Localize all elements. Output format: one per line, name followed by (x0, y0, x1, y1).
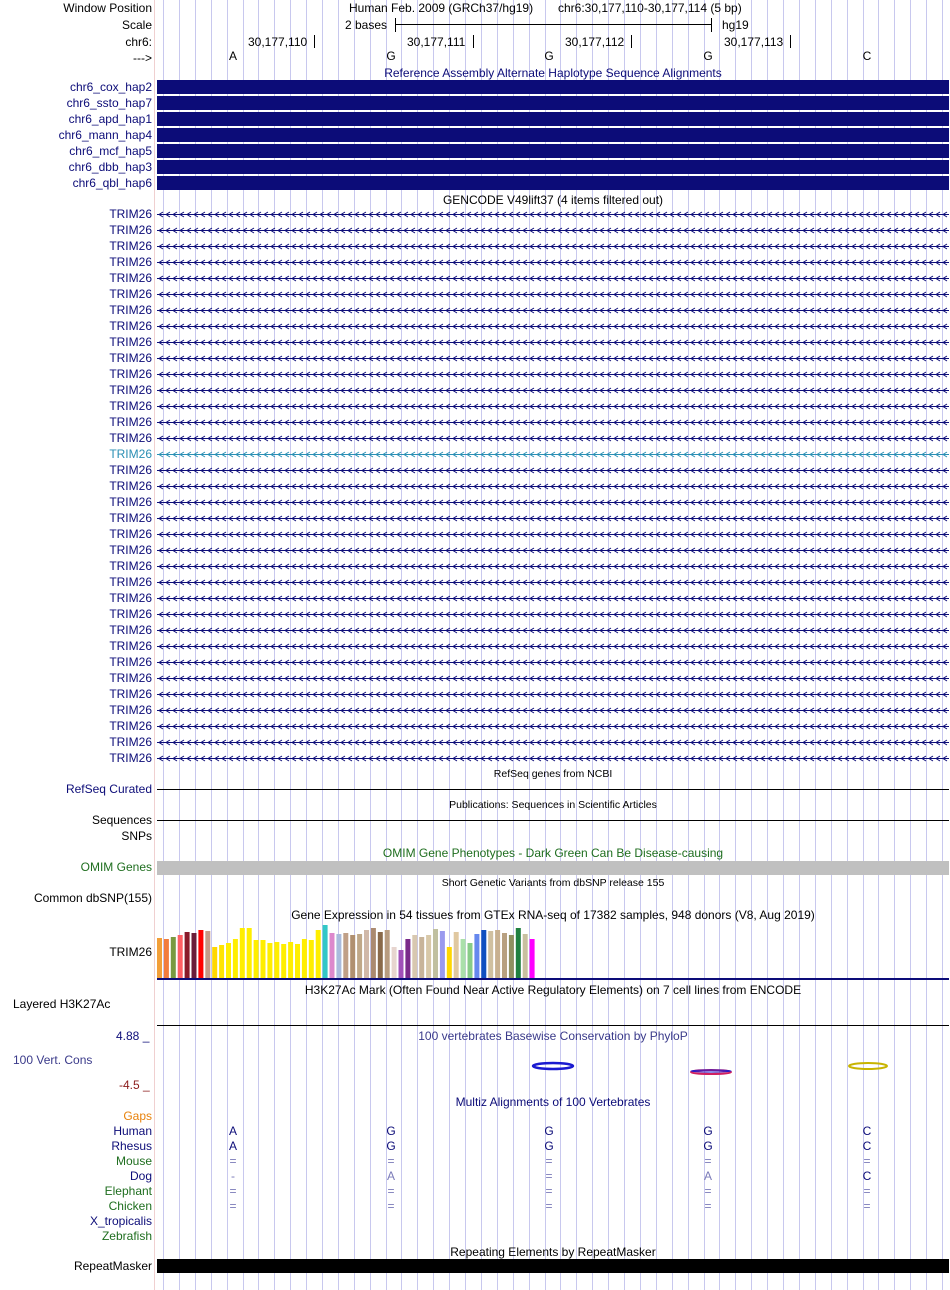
gtex-tissue-bar[interactable] (350, 935, 355, 978)
alignment-base: G (544, 1139, 554, 1153)
scale-text: 2 bases (345, 18, 388, 32)
gtex-tissue-bar[interactable] (164, 939, 169, 978)
gencode-transcript[interactable] (157, 546, 949, 555)
species-label[interactable]: Human (113, 1124, 152, 1138)
species-label[interactable]: Zebrafish (101, 1229, 152, 1243)
label-divider (154, 0, 155, 1290)
gtex-tissue-bar[interactable] (488, 931, 493, 978)
species-label[interactable]: X_tropicalis (89, 1214, 152, 1228)
gencode-transcript-label[interactable]: TRIM26 (109, 399, 152, 413)
gtex-tissue-bar[interactable] (219, 945, 224, 978)
logo-c-yellow (849, 1063, 887, 1069)
haplotype-bar[interactable] (157, 80, 949, 94)
haplotype-label[interactable]: chr6_cox_hap2 (69, 80, 152, 94)
publications-title: Publications: Sequences in Scientific Articles (449, 799, 657, 811)
haplotype-label[interactable]: chr6_ssto_hap7 (66, 96, 152, 110)
conservation-logo-svg (157, 1040, 949, 1100)
gtex-tissue-bar[interactable] (357, 934, 362, 978)
chrom-label: chr6: (125, 35, 152, 49)
gtex-tissue-bar[interactable] (295, 944, 300, 978)
species-label[interactable]: Rhesus (111, 1139, 152, 1153)
gaps-label[interactable]: Gaps (123, 1109, 152, 1123)
gtex-tissue-bar[interactable] (254, 940, 259, 978)
gtex-tissue-bar[interactable] (323, 925, 328, 978)
gtex-tissue-bar[interactable] (226, 943, 231, 978)
haplotype-bar[interactable] (157, 160, 949, 174)
gencode-transcript[interactable] (157, 338, 949, 347)
gtex-tissue-bar[interactable] (261, 940, 266, 978)
gencode-transcript[interactable] (157, 674, 949, 683)
gtex-tissue-bar[interactable] (502, 933, 507, 978)
gencode-transcript-label[interactable]: TRIM26 (109, 479, 152, 493)
ruler-tick-2 (473, 35, 474, 48)
gtex-tissue-bar[interactable] (474, 934, 479, 978)
gencode-transcript-label[interactable]: TRIM26 (109, 543, 152, 557)
haplotype-bar[interactable] (157, 144, 949, 158)
gencode-transcript-label[interactable]: TRIM26 (109, 687, 152, 701)
omim-label[interactable]: OMIM Genes (80, 860, 152, 874)
gencode-transcript-label[interactable]: TRIM26 (109, 639, 152, 653)
conservation-min-label: -4.5 _ (119, 1078, 150, 1092)
species-label[interactable]: Dog (129, 1169, 152, 1183)
h3k27ac-title: H3K27Ac Mark (Often Found Near Active Regulatory Elements) on 7 cell lines from ENCODE (304, 983, 802, 997)
gencode-transcript-label[interactable]: TRIM26 (109, 655, 152, 669)
ref-base-1: A (228, 49, 237, 63)
h3k27ac-baseline (157, 1025, 949, 1026)
gtex-tissue-bar[interactable] (343, 933, 348, 978)
gtex-tissue-bar[interactable] (274, 942, 279, 978)
gencode-transcript[interactable] (157, 530, 949, 539)
gencode-transcript[interactable] (157, 226, 949, 235)
alignment-base: = (229, 1154, 237, 1168)
gencode-transcript-label[interactable]: TRIM26 (109, 591, 152, 605)
gtex-tissue-bar[interactable] (198, 930, 203, 978)
publications-track-line (157, 820, 949, 821)
gtex-tissue-bar[interactable] (240, 928, 245, 978)
gencode-transcript[interactable] (157, 386, 949, 395)
h3k27ac-label[interactable]: Layered H3K27Ac (13, 997, 111, 1011)
gtex-tissue-bar[interactable] (371, 928, 376, 978)
alignment-base: = (387, 1184, 395, 1198)
conservation-max-label: 4.88 _ (116, 1029, 150, 1043)
alignment-base: A (228, 1124, 237, 1138)
gencode-transcript[interactable] (157, 210, 949, 219)
position-text: chr6:30,177,110-30,177,114 (5 bp) (558, 1, 742, 15)
gtex-tissue-bar[interactable] (495, 930, 500, 978)
gencode-transcript[interactable] (157, 242, 949, 251)
alignment-base: G (386, 1124, 396, 1138)
ruler-tick-3 (631, 35, 632, 48)
gencode-transcript[interactable] (157, 722, 949, 731)
window-position-label: Window Position (63, 1, 152, 15)
gtex-tissue-bar[interactable] (399, 950, 404, 978)
gtex-tissue-bar[interactable] (212, 947, 217, 978)
alignment-base: = (863, 1199, 871, 1213)
alignment-base: A (228, 1139, 237, 1153)
db-text: hg19 (722, 18, 749, 32)
gencode-title: GENCODE V49lift37 (4 items filtered out) (442, 193, 664, 207)
gtex-tissue-bar[interactable] (509, 935, 514, 978)
gencode-transcript[interactable] (157, 578, 949, 587)
species-label[interactable]: Mouse (115, 1154, 152, 1168)
gtex-tissue-bar[interactable] (330, 933, 335, 978)
haplotype-label[interactable]: chr6_mann_hap4 (58, 128, 152, 142)
haplotype-label[interactable]: chr6_mcf_hap5 (69, 144, 152, 158)
strand-label: ---> (133, 51, 152, 65)
omim-title: OMIM Gene Phenotypes - Dark Green Can Be Disease-causing (382, 846, 724, 860)
alignment-base: = (545, 1154, 553, 1168)
repeatmasker-bar[interactable] (157, 1259, 949, 1273)
alignment-base: = (704, 1154, 712, 1168)
dbsnp-title: Short Genetic Variants from dbSNP release 155 (441, 877, 665, 889)
scale-bar (395, 24, 711, 25)
gtex-tissue-bar[interactable] (530, 939, 535, 978)
alignment-base: G (544, 1124, 554, 1138)
gtex-tissue-bar[interactable] (281, 944, 286, 978)
ref-base-4: G (703, 49, 713, 63)
gencode-transcript-label[interactable]: TRIM26 (109, 511, 152, 525)
alignment-base: C (862, 1124, 872, 1138)
gencode-transcript-label[interactable]: TRIM26 (109, 527, 152, 541)
haplotype-bar[interactable] (157, 96, 949, 110)
refseq-track-line (157, 789, 949, 790)
gtex-tissue-bar[interactable] (461, 939, 466, 978)
gencode-transcript[interactable] (157, 658, 949, 667)
alignment-base: = (387, 1199, 395, 1213)
alt-haplotypes-title: Reference Assembly Alternate Haplotype Sequence Alignments (384, 66, 722, 80)
ruler-pos-2: 30,177,111 (407, 35, 466, 49)
gencode-transcript[interactable] (157, 498, 949, 507)
gencode-transcript-label[interactable]: TRIM26 (109, 575, 152, 589)
alignment-base: = (545, 1184, 553, 1198)
ruler-tick-1 (314, 35, 315, 48)
gtex-tissue-bar[interactable] (336, 934, 341, 978)
haplotype-label[interactable]: chr6_apd_hap1 (68, 112, 152, 126)
gencode-transcript[interactable] (157, 402, 949, 411)
gencode-transcript-label[interactable]: TRIM26 (109, 303, 152, 317)
gencode-transcript-label[interactable]: TRIM26 (109, 607, 152, 621)
gtex-tissue-bar[interactable] (233, 939, 238, 978)
alignment-base: = (863, 1154, 871, 1168)
gtex-tissue-bar[interactable] (516, 928, 521, 978)
gtex-tissue-bar[interactable] (440, 931, 445, 978)
alignment-base: = (704, 1199, 712, 1213)
gtex-tissue-bar[interactable] (426, 935, 431, 978)
multiz-title: Multiz Alignments of 100 Vertebrates (455, 1095, 651, 1109)
haplotype-label[interactable]: chr6_dbb_hap3 (68, 160, 152, 174)
logo-g-blue (533, 1063, 573, 1069)
gencode-transcript-label[interactable]: TRIM26 (109, 223, 152, 237)
gencode-transcript-label[interactable]: TRIM26 (109, 287, 152, 301)
gencode-transcript-label[interactable]: TRIM26 (109, 623, 152, 637)
alignment-base: A (386, 1169, 395, 1183)
alignment-base: = (229, 1184, 237, 1198)
gtex-tissue-bar[interactable] (433, 929, 438, 978)
gtex-chart[interactable] (157, 922, 949, 978)
haplotype-bar[interactable] (157, 128, 949, 142)
conservation-title: 100 vertebrates Basewise Conservation by PhyloP (418, 1029, 688, 1043)
alignment-base: - (231, 1169, 235, 1183)
gtex-tissue-bar[interactable] (523, 934, 528, 978)
conservation-label[interactable]: 100 Vert. Cons (13, 1053, 93, 1067)
dbsnp-label[interactable]: Common dbSNP(155) (33, 891, 152, 905)
gencode-transcript[interactable] (157, 642, 949, 651)
alignment-base: = (545, 1169, 553, 1183)
alignment-base: = (387, 1154, 395, 1168)
gtex-tissue-bar[interactable] (385, 930, 390, 978)
gencode-transcript[interactable] (157, 290, 949, 299)
gencode-transcript[interactable] (157, 354, 949, 363)
gtex-tissue-bar[interactable] (454, 932, 459, 978)
gencode-transcript-label[interactable]: TRIM26 (109, 719, 152, 733)
ruler-pos-3: 30,177,112 (565, 35, 625, 49)
gtex-title: Gene Expression in 54 tissues from GTEx RNA-seq of 17382 samples, 948 donors (V8, Aug 2019) (291, 908, 815, 922)
alignment-base: = (545, 1199, 553, 1213)
gtex-tissue-bar[interactable] (185, 932, 190, 978)
gtex-baseline (157, 978, 949, 980)
scale-bar-left-tick (395, 18, 396, 32)
gencode-transcript[interactable] (157, 306, 949, 315)
gencode-transcript[interactable] (157, 466, 949, 475)
gtex-tissue-bar[interactable] (405, 939, 410, 978)
gtex-tissue-bar[interactable] (267, 943, 272, 978)
gtex-tissue-bar[interactable] (247, 928, 252, 978)
gtex-tissue-bar[interactable] (309, 940, 314, 978)
assembly-text: Human Feb. 2009 (GRCh37/hg19) (349, 1, 534, 15)
ref-base-5: C (862, 49, 872, 63)
scale-bar-right-tick (711, 18, 712, 32)
species-label[interactable]: Elephant (104, 1184, 152, 1198)
gtex-label[interactable]: TRIM26 (109, 945, 152, 959)
gtex-tissue-bar[interactable] (178, 935, 183, 978)
gencode-transcript[interactable] (157, 594, 949, 603)
gtex-tissue-bar[interactable] (412, 935, 417, 978)
gencode-transcript-label[interactable]: TRIM26 (109, 735, 152, 749)
gencode-transcript[interactable] (157, 434, 949, 443)
gencode-transcript-label[interactable]: TRIM26 (109, 335, 152, 349)
refseq-title: RefSeq genes from NCBI (493, 768, 613, 780)
alignment-base: C (862, 1169, 872, 1183)
gtex-tissue-bar[interactable] (481, 930, 486, 978)
gtex-tissue-bar[interactable] (192, 933, 197, 978)
gencode-transcript-label[interactable]: TRIM26 (109, 559, 152, 573)
gencode-transcript[interactable] (157, 418, 949, 427)
gencode-transcript-label[interactable]: TRIM26 (109, 351, 152, 365)
gencode-transcript[interactable] (157, 754, 949, 763)
gencode-transcript-label[interactable]: TRIM26 (109, 703, 152, 717)
ruler-pos-4: 30,177,113 (724, 35, 784, 49)
alignment-base: G (386, 1139, 396, 1153)
ref-base-3: G (544, 49, 554, 63)
gtex-tissue-bar[interactable] (468, 943, 473, 978)
ruler-tick-4 (790, 35, 791, 48)
gencode-transcript[interactable] (157, 690, 949, 699)
alignment-base: = (704, 1184, 712, 1198)
ref-base-2: G (386, 49, 396, 63)
gencode-transcript[interactable] (157, 370, 949, 379)
alignment-base: G (703, 1124, 713, 1138)
gencode-transcript-label[interactable]: TRIM26 (109, 463, 152, 477)
repeatmasker-title: Repeating Elements by RepeatMasker (450, 1245, 656, 1259)
gencode-transcript-label[interactable]: TRIM26 (109, 271, 152, 285)
gtex-tissue-bar[interactable] (205, 931, 210, 978)
gtex-tissue-bar[interactable] (157, 938, 162, 978)
gencode-transcript[interactable] (157, 322, 949, 331)
gencode-transcript[interactable] (157, 482, 949, 491)
alignment-base: C (862, 1139, 872, 1153)
publications-label[interactable]: Sequences (91, 813, 152, 827)
snps-label[interactable]: SNPs (121, 829, 152, 843)
gencode-transcript[interactable] (157, 274, 949, 283)
gencode-transcript[interactable] (157, 610, 949, 619)
gtex-tissue-bar[interactable] (392, 947, 397, 978)
gencode-transcript-label[interactable]: TRIM26 (109, 239, 152, 253)
omim-track-bar[interactable] (157, 861, 949, 875)
gencode-transcript-label[interactable]: TRIM26 (109, 255, 152, 269)
haplotype-bar[interactable] (157, 176, 949, 190)
haplotype-label[interactable]: chr6_qbl_hap6 (72, 176, 152, 190)
gtex-tissue-bar[interactable] (316, 930, 321, 978)
gencode-transcript-label[interactable]: TRIM26 (109, 383, 152, 397)
gencode-transcript[interactable] (157, 258, 949, 267)
alignment-base: G (703, 1139, 713, 1153)
alignment-base: A (703, 1169, 712, 1183)
gencode-transcript[interactable] (157, 626, 949, 635)
gencode-transcript-label[interactable]: TRIM26 (109, 495, 152, 509)
gencode-transcript-label[interactable]: TRIM26 (109, 415, 152, 429)
gtex-tissue-bar[interactable] (302, 939, 307, 978)
gtex-tissue-bar[interactable] (171, 937, 176, 978)
gencode-transcript[interactable] (157, 514, 949, 523)
alignment-base: = (229, 1199, 237, 1213)
gencode-transcript-label[interactable]: TRIM26 (109, 751, 152, 765)
gtex-tissue-bar[interactable] (419, 937, 424, 978)
gtex-tissue-bar[interactable] (364, 930, 369, 978)
gencode-transcript-label[interactable]: TRIM26 (109, 431, 152, 445)
ruler-pos-1: 30,177,110 (248, 35, 308, 49)
gencode-transcript-label[interactable]: TRIM26 (109, 447, 152, 461)
scale-label: Scale (121, 18, 152, 32)
refseq-label[interactable]: RefSeq Curated (65, 782, 152, 796)
gencode-transcript[interactable] (157, 450, 949, 459)
gencode-transcript-label[interactable]: TRIM26 (109, 319, 152, 333)
gencode-transcript-label[interactable]: TRIM26 (109, 671, 152, 685)
gencode-transcript-label[interactable]: TRIM26 (109, 207, 152, 221)
gencode-transcript-label[interactable]: TRIM26 (109, 367, 152, 381)
haplotype-bar[interactable] (157, 112, 949, 126)
species-label[interactable]: Chicken (108, 1199, 152, 1213)
gtex-tissue-bar[interactable] (447, 947, 452, 978)
repeatmasker-label[interactable]: RepeatMasker (73, 1259, 152, 1273)
alignment-base: = (863, 1184, 871, 1198)
gtex-tissue-bar[interactable] (288, 942, 293, 978)
gtex-tissue-bar[interactable] (378, 932, 383, 978)
gencode-transcript[interactable] (157, 562, 949, 571)
gencode-transcript[interactable] (157, 738, 949, 747)
gencode-transcript[interactable] (157, 706, 949, 715)
